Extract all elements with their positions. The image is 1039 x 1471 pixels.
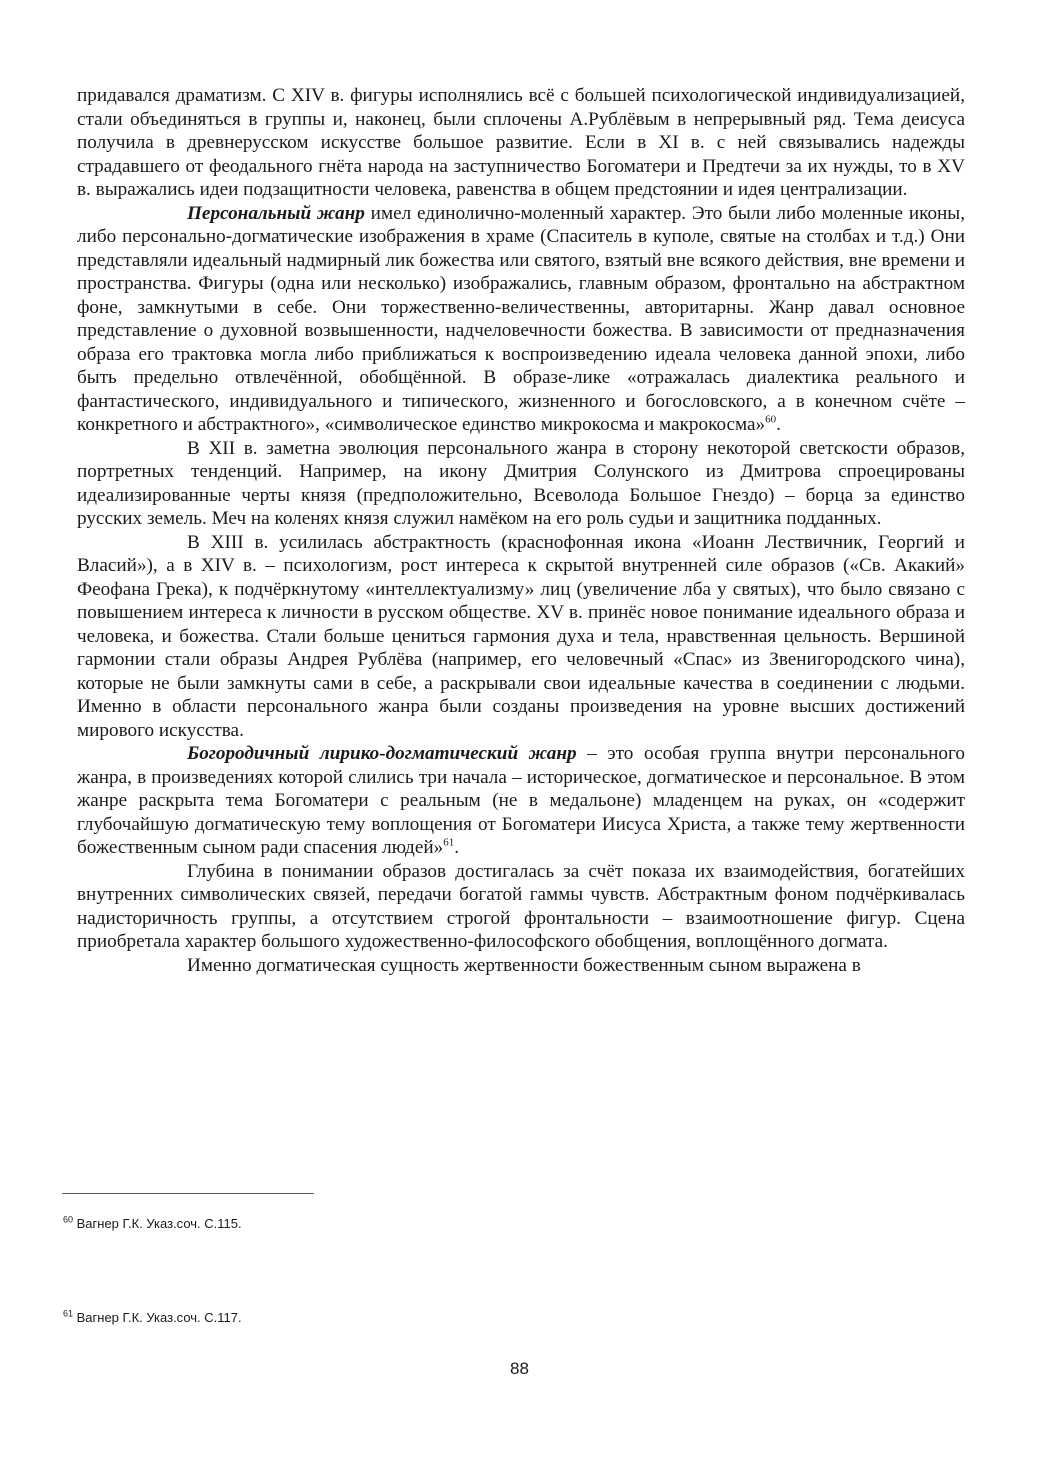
- paragraph-text: придавался драматизм. С XIV в. фигуры исполнялись всё с большей психологической индивидуализацией, стали объединяться в группы и, наконец, были сплочены А.Рублёвым в непрерывный ряд. Тема деисуса получила в древнерусском искусстве большое развитие. Если в XI в. с ней связывались надежды страдавшего от феодального гнёта народа на заступничество Богоматери и Предтечи за их нужды, то в XV в. выражались идеи подзащитности человека, равенства в общем предстоянии и идея централизации.: [77, 85, 965, 200]
- paragraph-1: [77, 84, 965, 202]
- footnote-separator: [62, 1193, 314, 1194]
- paragraph-5: [77, 742, 965, 860]
- footnote-ref-60[interactable]: 60: [765, 413, 777, 426]
- paragraph-4: [77, 531, 965, 743]
- footnote-60: [63, 1216, 242, 1232]
- paragraph-text: Глубина в понимании образов достигалась за счёт показа их взаимодействия, богатейших внутренних символических связей, передачи богатой гаммы чувств. Абстрактным фоном подчёркивалась надисторичность группы, а отсутствием строгой фронтальности – взаимоотношение фигур. Сцена приобретала характер большого художественно-философского обобщения, воплощённого догмата.: [77, 860, 965, 952]
- body-text: [77, 84, 965, 977]
- footnote-ref-61[interactable]: 61: [443, 836, 455, 849]
- paragraph-2: [77, 202, 965, 437]
- paragraph-tail: .: [454, 837, 459, 858]
- paragraph-text: В XII в. заметна эволюция персонального жанра в сторону некоторой светскости образов, портретных тенденций. Например, на икону Дмитрия Солунского из Дмитрова спроецированы идеализированные черты князя (предположительно, Всеволода Большое Гнездо) – борца за единство русских земель. Меч на коленях князя служил намёком на его роль судьи и защитника подданных.: [77, 437, 965, 529]
- paragraph-text: – это особая группа внутри персонального жанра, в произведениях которой слились три начала – историческое, догматическое и персональное. В этом жанре раскрыта тема Богоматери с реальным (не в медальоне) младенцем на руках, он «содержит глубочайшую догматическую тему воплощения от Богоматери Иисуса Христа, а также тему жертвенности божественным сыном ради спасения людей»: [77, 743, 966, 858]
- paragraph-text: имел единолично-моленный характер. Это были либо моленные иконы, либо персонально-догматические изображения в храме (Спаситель в куполе, святые на столбах и т.д.) Они представляли идеальный надмирный лик божества или святого, взятый вне всякого действия, вне времени и пространства. Фигуры (одна или несколько) изображались, главным образом, фронтально на абстрактном фоне, замкнутыми в себе. Они торжественно-величественны, авторитарны. Жанр давал основное представление о духовной возвышенности, надчеловечности божества. В зависимости от предназначения образа его трактовка могла либо приближаться к воспроизведению идеала человека данной эпохи, либо быть предельно отвлечённой, обобщённой. В образе-лике «отражалась диалектика реального и фантастического, индивидуального и типического, жизненного и богословского, а в конечном счёте – конкретного и абстрактного», «символическое единство микрокосма и макрокосма»: [77, 202, 965, 435]
- page-number: 88: [510, 1359, 529, 1378]
- paragraph-tail: .: [776, 414, 781, 435]
- paragraph-text: В XIII в. усилилась абстрактность (краснофонная икона «Иоанн Лествичник, Георгий и Власий»), а в XIV в. – психологизм, рост интереса к скрытой внутренней силе образов («Св. Акакий» Феофана Грека), к подчёркнутому «интеллектуализму» лиц (увеличение лба у святых), что было связано с повышением интереса к личности в русском обществе. XV в. принёс новое понимание идеального образа и человека, и божества. Стали больше цениться гармония духа и тела, нравственная цельность. Вершиной гармонии стали образы Андрея Рублёва (например, его человечный «Спас» из Звенигородского чина), которые не были замкнуты сами в себе, а раскрывали свои идеальные качества в соединении с людьми. Именно в области персонального жанра были созданы произведения на уровне высших достижений мирового искусства.: [77, 531, 965, 741]
- genre-term-personal: Персональный жанр: [187, 202, 365, 224]
- footnote-61: [63, 1310, 242, 1326]
- footnote-number: 60: [63, 1214, 74, 1225]
- footnote-text: Вагнер Г.К. Указ.соч. С.115.: [73, 1216, 242, 1231]
- paragraph-7: [77, 954, 965, 978]
- paragraph-6: [77, 860, 965, 954]
- paragraph-text: Именно догматическая сущность жертвенности божественным сыном выражена в: [187, 954, 861, 976]
- footnote-text: Вагнер Г.К. Указ.соч. С.117.: [73, 1310, 242, 1325]
- footnote-number: 61: [63, 1308, 74, 1319]
- genre-term-marian: Богородичный лирико-догматический жанр: [187, 743, 577, 764]
- paragraph-3: [77, 437, 965, 531]
